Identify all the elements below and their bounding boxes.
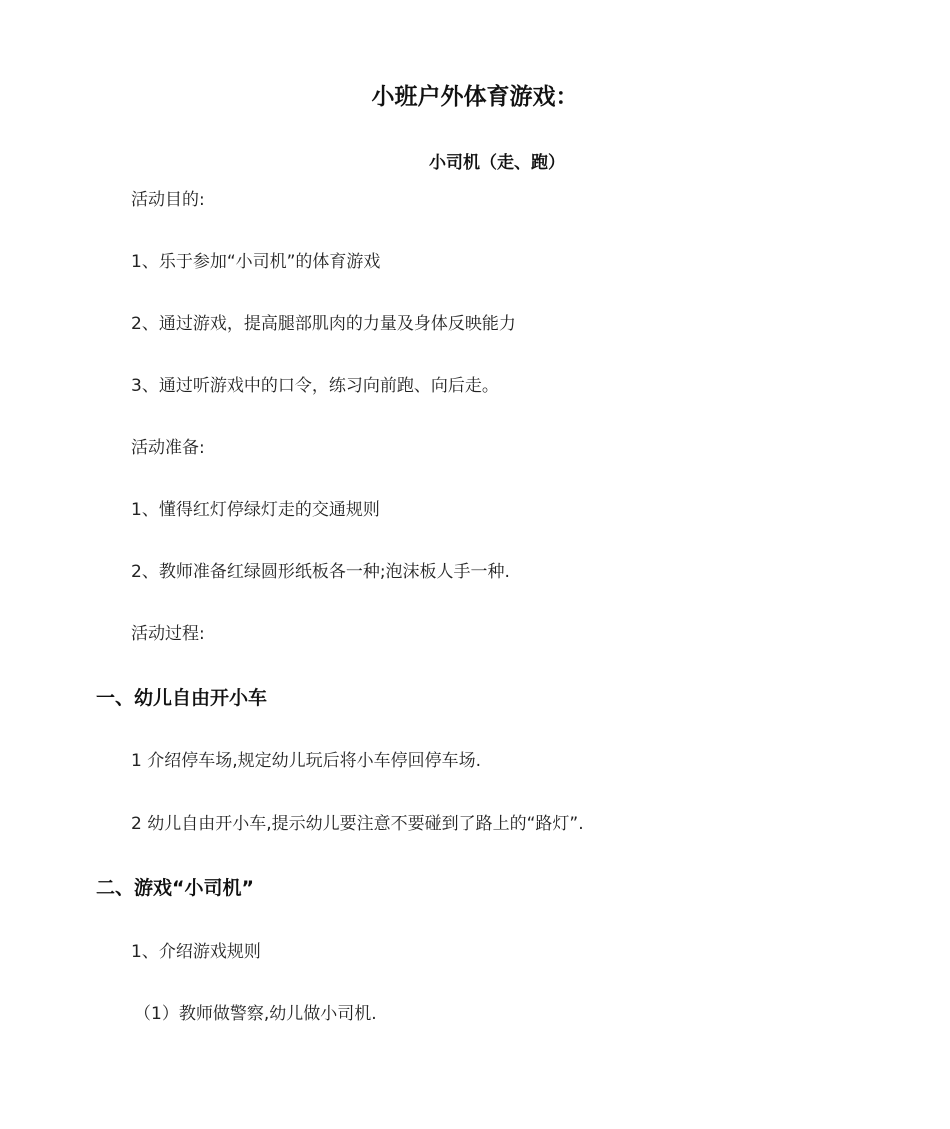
prep-item-1: 1、懂得红灯停绿灯走的交通规则 bbox=[131, 500, 380, 520]
section-2-item-2: （1）教师做警察,幼儿做小司机. bbox=[134, 1004, 377, 1024]
prep-label: 活动准备: bbox=[131, 438, 205, 458]
document-title: 小班户外体育游戏： bbox=[371, 84, 579, 110]
process-label: 活动过程: bbox=[131, 624, 205, 644]
document-subtitle: 小司机（走、跑） bbox=[429, 153, 565, 173]
section-2-heading: 二、游戏“小司机” bbox=[96, 877, 254, 899]
goal-item-1: 1、乐于参加“小司机”的体育游戏 bbox=[131, 252, 381, 272]
goal-item-2: 2、通过游戏，提高腿部肌肉的力量及身体反映能力 bbox=[131, 314, 516, 334]
goal-item-3: 3、通过听游戏中的口令，练习向前跑、向后走。 bbox=[131, 376, 499, 396]
section-2-item-1: 1、介绍游戏规则 bbox=[131, 942, 261, 962]
section-1-item-1: 1 介绍停车场,规定幼儿玩后将小车停回停车场. bbox=[131, 751, 482, 771]
section-1-item-2: 2 幼儿自由开小车,提示幼儿要注意不要碰到了路上的“路灯”. bbox=[131, 814, 584, 834]
goals-label: 活动目的: bbox=[131, 190, 205, 210]
prep-item-2: 2、教师准备红绿圆形纸板各一种;泡沫板人手一种. bbox=[131, 562, 510, 582]
section-1-heading: 一、幼儿自由开小车 bbox=[96, 687, 268, 709]
